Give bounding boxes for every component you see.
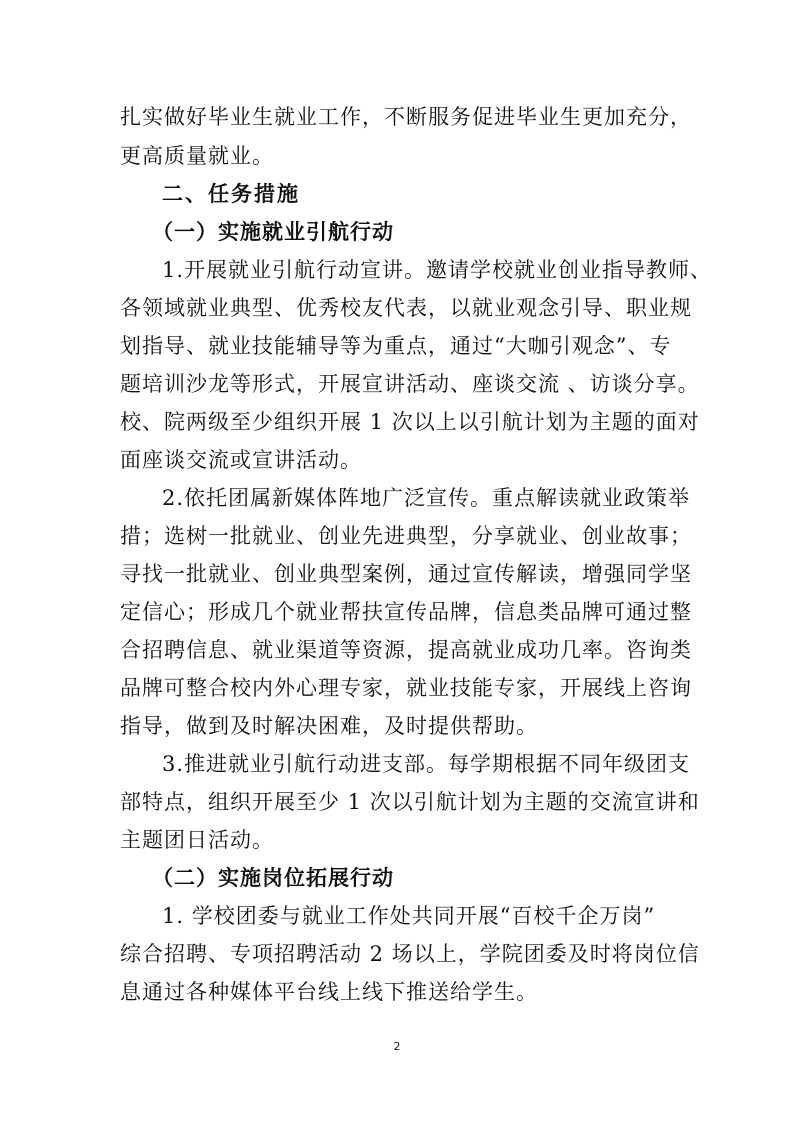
body-text-line: 定信心；形成几个就业帮扶宣传品牌，信息类品牌可通过整 <box>120 600 692 624</box>
body-text-line: 息通过各种媒体平台线上线下推送给学生。 <box>120 980 538 1004</box>
body-text-line: 更高质量就业。 <box>120 144 274 168</box>
page-number: 2 <box>393 1040 401 1053</box>
body-text-line: 题培训沙龙等形式，开展宣讲活动、座谈交流 、访谈分享。 <box>120 372 700 396</box>
body-text-line: 校、院两级至少组织开展 1 次以上以引航计划为主题的面对 <box>120 410 700 434</box>
body-text-line: 措；选树一批就业、创业先进典型，分享就业、创业故事； <box>120 524 692 548</box>
body-text-line: 面座谈交流或宣讲活动。 <box>120 448 362 472</box>
subsection-heading: （二）实施岗位拓展行动 <box>152 865 394 890</box>
body-text-line: 1. 学校团委与就业工作处共同开展“百校千企万岗” <box>162 904 656 928</box>
section-heading: 二、任务措施 <box>162 182 300 206</box>
body-text-line: 品牌可整合校内外心理专家，就业技能专家，开展线上咨询 <box>120 676 692 700</box>
body-text-line: 3.推进就业引航行动进支部。每学期根据不同年级团支 <box>162 752 691 776</box>
body-text-line: 主题团日活动。 <box>120 828 274 852</box>
body-text-line: 扎实做好毕业生就业工作，不断服务促进毕业生更加充分， <box>120 105 692 129</box>
body-text-line: 部特点，组织开展至少 1 次以引航计划为主题的交流宣讲和 <box>120 790 700 814</box>
body-text-line: 2.依托团属新媒体阵地广泛宣传。重点解读就业政策举 <box>162 486 691 510</box>
body-text-line: 1.开展就业引航行动宣讲。邀请学校就业创业指导教师、 <box>162 258 713 282</box>
body-text-line: 合招聘信息、就业渠道等资源，提高就业成功几率。咨询类 <box>120 638 692 662</box>
body-text-line: 划指导、就业技能辅导等为重点，通过“大咖引观念”、专 <box>120 334 672 358</box>
subsection-heading: （一）实施就业引航行动 <box>152 219 394 244</box>
body-text-line: 综合招聘、专项招聘活动 2 场以上，学院团委及时将岗位信 <box>120 942 700 966</box>
body-text-line: 寻找一批就业、创业典型案例，通过宣传解读，增强同学坚 <box>120 562 692 586</box>
body-text-line: 各领域就业典型、优秀校友代表，以就业观念引导、职业规 <box>120 296 692 320</box>
body-text-line: 指导，做到及时解决困难，及时提供帮助。 <box>120 714 538 738</box>
